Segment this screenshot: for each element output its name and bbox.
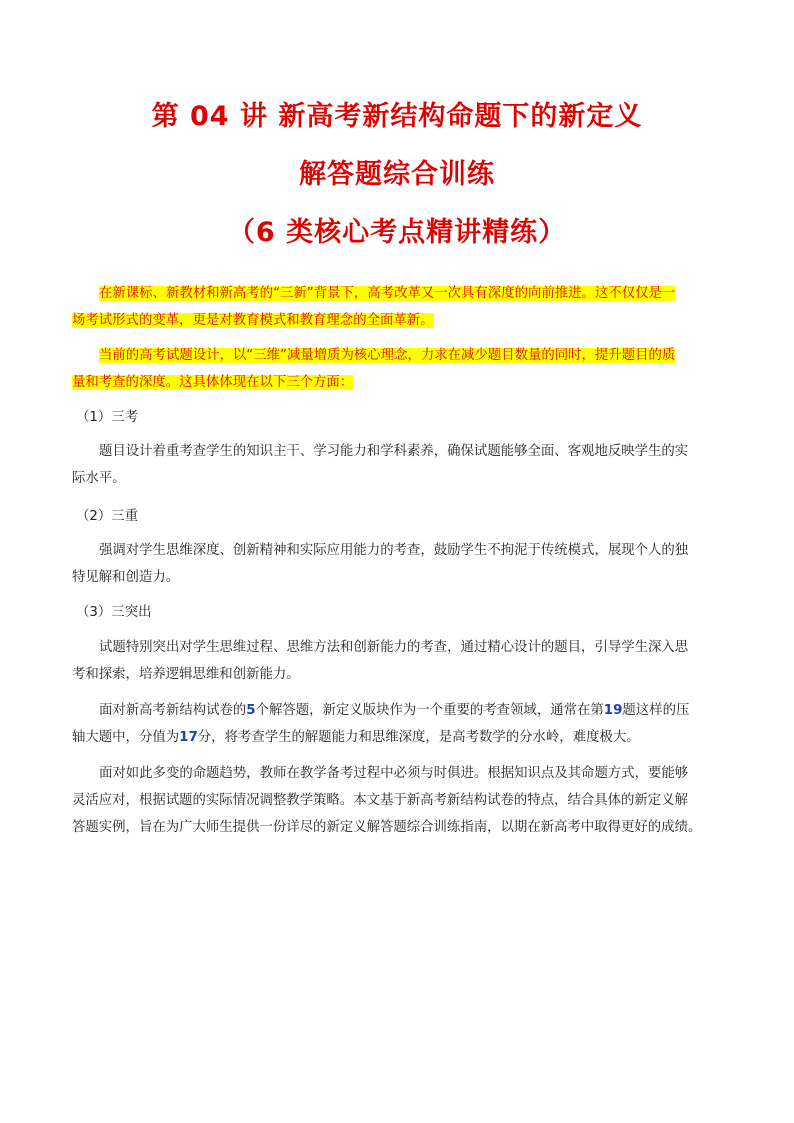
answer-count: 5 — [246, 703, 256, 718]
final-paragraph: 面对如此多变的命题趋势，教师在教学备考过程中必须与时俱进。根据知识点及其命题方式，要能够 灵活应对，根据试题的实际情况调整教学策略。本文基于新高考新结构试卷的特点，结合具体的新定义解 答题实例，旨在为广大师生提供一份详尽的新定义解答题综合训练指南，以期在新高考中取得更好的成绩。 — [72, 766, 702, 835]
intro-paragraph-2 — [72, 342, 724, 396]
section-text-1: 题目设计着重考查学生的知识主干、学习能力和学科素养，确保试题能够全面、客观地反映学生的实 际水平。 — [72, 444, 689, 486]
highlighted-text: 在新课标、新教材和新高考的“三新”背景下，高考改革又一次具有深度的向前推进。这不仅仅是一 — [99, 286, 676, 301]
question-number: 19 — [603, 703, 623, 718]
highlighted-text: 量和考查的深度。这具体体现在以下三个方面： — [72, 375, 354, 390]
intro-paragraph-1 — [72, 280, 724, 334]
section-text-3: 试题特别突出对学生思维过程、思维方法和创新能力的考查，通过精心设计的题目，引导学生深入思 考和探索，培养逻辑思维和创新能力。 — [72, 640, 689, 682]
highlighted-text: 场考试形式的变革，更是对教育模式和教育理念的全面革新。 — [72, 313, 434, 328]
exam-paragraph: 面对新高考新结构试卷的5个解答题，新定义版块作为一个重要的考查领域，通常在第19题这样的压 轴大题中，分值为17分，将考查学生的解题能力和思维深度，是高考数学的分水岭，难度极大。 — [72, 703, 690, 745]
title-line-1: 第 04 讲 新高考新结构命题下的新定义 — [151, 101, 643, 132]
highlighted-text: 当前的高考试题设计，以“三维”减量增质为核心理念，力求在减少题目数量的同时，提升题目的质 — [99, 348, 676, 363]
title-line-2: 解答题综合训练 — [299, 159, 495, 190]
section-label-2: （2）三重 — [76, 509, 139, 524]
section-label-1: （1）三考 — [76, 410, 139, 425]
section-label-3: （3）三突出 — [76, 605, 152, 620]
section-text-2: 强调对学生思维深度、创新精神和实际应用能力的考查，鼓励学生不拘泥于传统模式，展现个人的独 特见解和创造力。 — [72, 543, 689, 585]
score-value: 17 — [179, 730, 198, 745]
title-line-3: （6 类核心考点精讲精练） — [227, 217, 567, 248]
